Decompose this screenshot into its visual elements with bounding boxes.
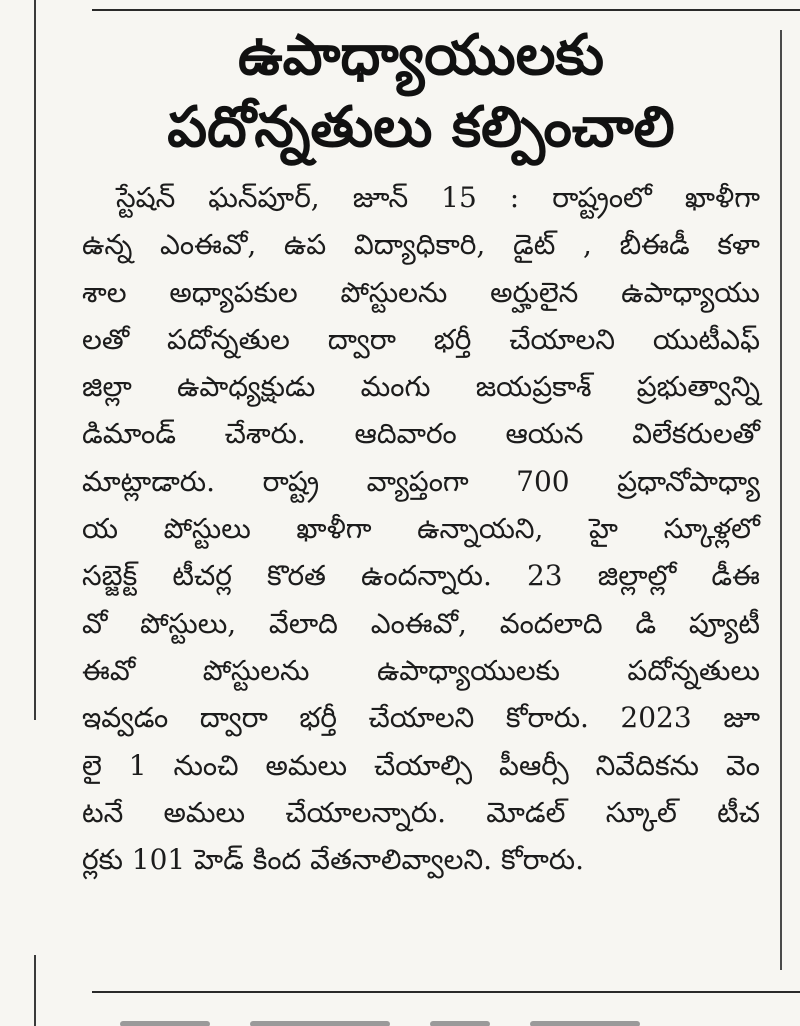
body-line: మాట్లాడారు. రాష్ట్ర వ్యాప్తంగా 700 ప్రధానోపాధ్యా <box>82 464 760 498</box>
article-body <box>82 174 760 883</box>
body-line: లతో పదోన్నతుల ద్వారా భర్తీ చేయాలని యుటీఎఫ్ <box>82 322 760 356</box>
body-line: ర్లకు 101 హెడ్ కింద వేతనాలివ్వాలని. కోరారు. <box>82 843 585 877</box>
headline-line-1: ఉపాధ్యాయులకు <box>237 23 605 88</box>
body-line: డిమాండ్ చేశారు. ఆదివారం ఆయన విలేకరులతో <box>82 417 760 451</box>
column-divider-left <box>34 0 36 720</box>
body-line: స్టేషన్ ఘన్‌పూర్, జూన్ 15 : రాష్ట్రంలో ఖాళీగా <box>116 181 760 214</box>
body-line: ఈవో పోస్టులను ఉపాధ్యాయులకు పదోన్నతులు <box>82 653 760 687</box>
headline-line-2: పదోన్నతులు కల్పించాలి <box>167 95 675 160</box>
body-line: టనే అమలు చేయాలన్నారు. మోడల్ స్కూల్ టీచ <box>82 795 760 829</box>
body-line: జిల్లా ఉపాధ్యక్షుడు మంగు జయప్రకాశ్ ప్రభుత్వాన్ని <box>82 370 760 404</box>
column-divider-right <box>780 30 782 970</box>
body-line: య పోస్టులు ఖాళీగా ఉన్నాయని, హై స్కూళ్లలో <box>82 512 760 546</box>
body-line: శాల అధ్యాపకుల పోస్టులను అర్హులైన ఉపాధ్యాయు <box>82 275 760 309</box>
cropped-next-article-fragment <box>120 1012 700 1026</box>
body-line: వో పోస్టులు, వేలాది ఎంఈవో, వందలాది డి ప్యూటీ <box>82 606 760 640</box>
body-line: సబ్జెక్ట్ టీచర్ల కొరత ఉందన్నారు. 23 జిల్లాల్లో డీఈ <box>82 559 760 593</box>
body-line: లై 1 నుంచి అమలు చేయాల్సి పీఆర్సీ నివేదికను వెం <box>82 748 760 782</box>
top-rule <box>92 9 800 11</box>
body-line: ఉన్న ఎంఈవో, ఉప విద్యాధికారి, డైట్ , బీఈడీ కళా <box>82 228 760 262</box>
column-divider-left-lower <box>34 955 36 1026</box>
news-article <box>82 20 760 883</box>
headline <box>82 20 760 164</box>
body-line: ఇవ్వడం ద్వారా భర్తీ చేయాలని కోరారు. 2023 జూ <box>82 701 760 735</box>
bottom-rule <box>92 991 800 993</box>
